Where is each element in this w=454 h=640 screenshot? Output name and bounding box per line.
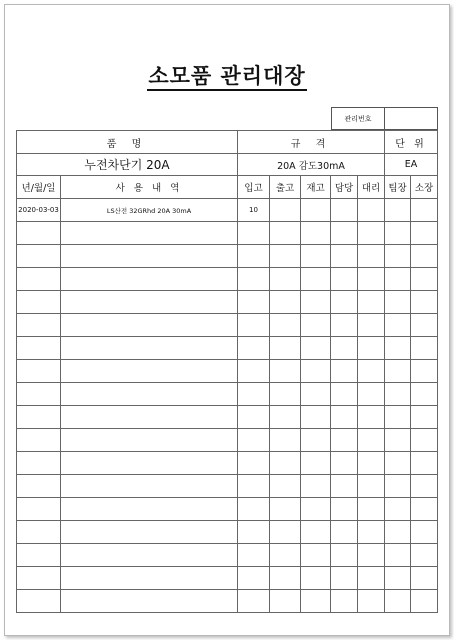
table-row [17,521,438,544]
cell-out[interactable] [270,498,301,521]
cell-deputy[interactable] [358,498,385,521]
cell-deputy[interactable] [358,291,385,314]
table-row [17,245,438,268]
cell-stock[interactable] [301,452,331,475]
cell-in[interactable]: 10 [238,199,270,222]
cell-deputy[interactable] [358,199,385,222]
cell-stock[interactable] [301,429,331,452]
cell-team-lead[interactable] [385,383,411,406]
cell-manager[interactable] [331,406,358,429]
unit-label: 단 위 [385,131,438,154]
cell-director[interactable] [411,383,438,406]
cell-team-lead[interactable] [385,590,411,613]
cell-stock[interactable] [301,498,331,521]
cell-stock[interactable] [301,337,331,360]
cell-date[interactable] [17,452,61,475]
cell-director[interactable] [411,314,438,337]
column-header-deputy: 대리 [358,176,385,199]
cell-usage[interactable] [61,383,238,406]
cell-date[interactable] [17,498,61,521]
ledger-table [16,130,438,613]
cell-director[interactable] [411,475,438,498]
cell-usage[interactable] [61,475,238,498]
cell-usage[interactable] [61,406,238,429]
cell-team-lead[interactable] [385,337,411,360]
cell-stock[interactable] [301,590,331,613]
cell-manager[interactable] [331,475,358,498]
column-header-stock: 재고 [301,176,331,199]
cell-in[interactable] [238,383,270,406]
cell-date[interactable]: 2020-03-03 [17,199,61,222]
page-title-text: 소모품 관리대장 [147,64,306,91]
table-row [17,222,438,245]
cell-stock[interactable] [301,268,331,291]
cell-team-lead[interactable] [385,314,411,337]
cell-in[interactable] [238,314,270,337]
cell-out[interactable] [270,429,301,452]
cell-deputy[interactable] [358,544,385,567]
table-row [17,498,438,521]
cell-in[interactable] [238,337,270,360]
cell-in[interactable] [238,291,270,314]
cell-team-lead[interactable] [385,452,411,475]
cell-director[interactable] [411,406,438,429]
cell-director[interactable] [411,360,438,383]
cell-date[interactable] [17,590,61,613]
cell-usage[interactable] [61,567,238,590]
spec-label: 규 격 [238,131,385,154]
cell-in[interactable] [238,521,270,544]
cell-date[interactable] [17,521,61,544]
cell-director[interactable] [411,429,438,452]
cell-team-lead[interactable] [385,245,411,268]
unit-value[interactable]: EA [385,154,438,176]
cell-team-lead[interactable] [385,567,411,590]
cell-manager[interactable] [331,498,358,521]
cell-usage[interactable]: LS산전 32GRhd 20A 30mA [61,199,238,222]
item-name-label: 품 명 [17,131,238,154]
cell-in[interactable] [238,360,270,383]
cell-team-lead[interactable] [385,498,411,521]
cell-deputy[interactable] [358,245,385,268]
cell-deputy[interactable] [358,475,385,498]
cell-manager[interactable] [331,245,358,268]
cell-director[interactable] [411,337,438,360]
cell-director[interactable] [411,544,438,567]
cell-director[interactable] [411,521,438,544]
column-header-in: 입고 [238,176,270,199]
cell-stock[interactable] [301,521,331,544]
cell-deputy[interactable] [358,222,385,245]
table-row [17,360,438,383]
cell-deputy[interactable] [358,590,385,613]
cell-out[interactable] [270,590,301,613]
cell-usage[interactable] [61,291,238,314]
cell-usage[interactable] [61,222,238,245]
cell-in[interactable] [238,475,270,498]
cell-deputy[interactable] [358,360,385,383]
cell-manager[interactable] [331,291,358,314]
cell-team-lead[interactable] [385,222,411,245]
cell-stock[interactable] [301,475,331,498]
cell-team-lead[interactable] [385,268,411,291]
cell-usage[interactable] [61,590,238,613]
header-value-row [17,154,438,176]
cell-in[interactable] [238,498,270,521]
cell-team-lead[interactable] [385,475,411,498]
cell-out[interactable] [270,291,301,314]
cell-in[interactable] [238,429,270,452]
cell-date[interactable] [17,222,61,245]
column-header-date: 년/월/일 [17,176,61,199]
cell-usage[interactable] [61,544,238,567]
cell-stock[interactable] [301,383,331,406]
cell-in[interactable] [238,590,270,613]
cell-deputy[interactable] [358,383,385,406]
column-header-out: 출고 [270,176,301,199]
cell-date[interactable] [17,314,61,337]
table-row [17,590,438,613]
cell-in[interactable] [238,452,270,475]
cell-out[interactable] [270,452,301,475]
cell-team-lead[interactable] [385,429,411,452]
cell-manager[interactable] [331,590,358,613]
table-row [17,567,438,590]
cell-manager[interactable] [331,452,358,475]
cell-usage[interactable] [61,337,238,360]
spec-value[interactable]: 20A 감도30mA [238,154,385,176]
table-row [17,268,438,291]
cell-deputy[interactable] [358,337,385,360]
cell-stock[interactable] [301,222,331,245]
table-row [17,429,438,452]
table-row [17,475,438,498]
cell-director[interactable] [411,291,438,314]
cell-director[interactable] [411,452,438,475]
cell-out[interactable] [270,406,301,429]
cell-manager[interactable] [331,360,358,383]
cell-stock[interactable] [301,199,331,222]
cell-date[interactable] [17,544,61,567]
cell-deputy[interactable] [358,567,385,590]
table-row [17,337,438,360]
cell-in[interactable] [238,268,270,291]
cell-out[interactable] [270,544,301,567]
cell-out[interactable] [270,521,301,544]
cell-usage[interactable] [61,429,238,452]
cell-team-lead[interactable] [385,406,411,429]
cell-deputy[interactable] [358,452,385,475]
cell-team-lead[interactable] [385,521,411,544]
cell-manager[interactable] [331,567,358,590]
cell-out[interactable] [270,337,301,360]
table-row [17,291,438,314]
cell-director[interactable] [411,590,438,613]
cell-in[interactable] [238,544,270,567]
cell-manager[interactable] [331,521,358,544]
cell-stock[interactable] [301,544,331,567]
cell-team-lead[interactable] [385,360,411,383]
cell-deputy[interactable] [358,314,385,337]
table-row [17,383,438,406]
cell-director[interactable] [411,222,438,245]
cell-manager[interactable] [331,544,358,567]
cell-date[interactable] [17,360,61,383]
cell-director[interactable] [411,245,438,268]
cell-date[interactable] [17,383,61,406]
column-header-usage: 사 용 내 역 [61,176,238,199]
cell-stock[interactable] [301,245,331,268]
column-header-team-lead: 팀장 [385,176,411,199]
cell-out[interactable] [270,314,301,337]
cell-director[interactable] [411,498,438,521]
cell-team-lead[interactable] [385,291,411,314]
item-name-value[interactable]: 누전차단기 20A [17,154,238,176]
column-header-manager: 담당 [331,176,358,199]
cell-out[interactable] [270,475,301,498]
cell-team-lead[interactable] [385,199,411,222]
table-row [17,452,438,475]
management-number-box [331,107,438,130]
cell-date[interactable] [17,291,61,314]
cell-manager[interactable] [331,268,358,291]
header-label-row [17,131,438,154]
cell-out[interactable] [270,360,301,383]
table-row [17,406,438,429]
cell-manager[interactable] [331,199,358,222]
management-number-value[interactable] [385,108,438,130]
cell-usage[interactable] [61,245,238,268]
cell-date[interactable] [17,475,61,498]
cell-in[interactable] [238,222,270,245]
cell-manager[interactable] [331,429,358,452]
cell-stock[interactable] [301,567,331,590]
cell-stock[interactable] [301,360,331,383]
management-number-label: 관리번호 [332,108,385,130]
cell-director[interactable] [411,268,438,291]
cell-usage[interactable] [61,521,238,544]
cell-team-lead[interactable] [385,544,411,567]
cell-date[interactable] [17,337,61,360]
cell-date[interactable] [17,567,61,590]
cell-stock[interactable] [301,406,331,429]
cell-manager[interactable] [331,383,358,406]
cell-date[interactable] [17,268,61,291]
cell-date[interactable] [17,429,61,452]
cell-manager[interactable] [331,314,358,337]
cell-date[interactable] [17,406,61,429]
cell-director[interactable] [411,199,438,222]
cell-director[interactable] [411,567,438,590]
column-header-row [17,176,438,199]
cell-usage[interactable] [61,498,238,521]
cell-usage[interactable] [61,452,238,475]
cell-usage[interactable] [61,360,238,383]
table-row [17,199,438,222]
cell-out[interactable] [270,268,301,291]
cell-out[interactable] [270,245,301,268]
cell-out[interactable] [270,567,301,590]
cell-manager[interactable] [331,222,358,245]
table-row [17,544,438,567]
cell-deputy[interactable] [358,268,385,291]
page-title [0,60,454,90]
cell-in[interactable] [238,567,270,590]
cell-stock[interactable] [301,314,331,337]
cell-in[interactable] [238,406,270,429]
cell-deputy[interactable] [358,521,385,544]
cell-manager[interactable] [331,337,358,360]
column-header-director: 소장 [411,176,438,199]
cell-usage[interactable] [61,314,238,337]
cell-usage[interactable] [61,268,238,291]
cell-in[interactable] [238,245,270,268]
cell-deputy[interactable] [358,429,385,452]
cell-stock[interactable] [301,291,331,314]
cell-deputy[interactable] [358,406,385,429]
cell-out[interactable] [270,383,301,406]
cell-date[interactable] [17,245,61,268]
cell-out[interactable] [270,199,301,222]
cell-out[interactable] [270,222,301,245]
table-row [17,314,438,337]
